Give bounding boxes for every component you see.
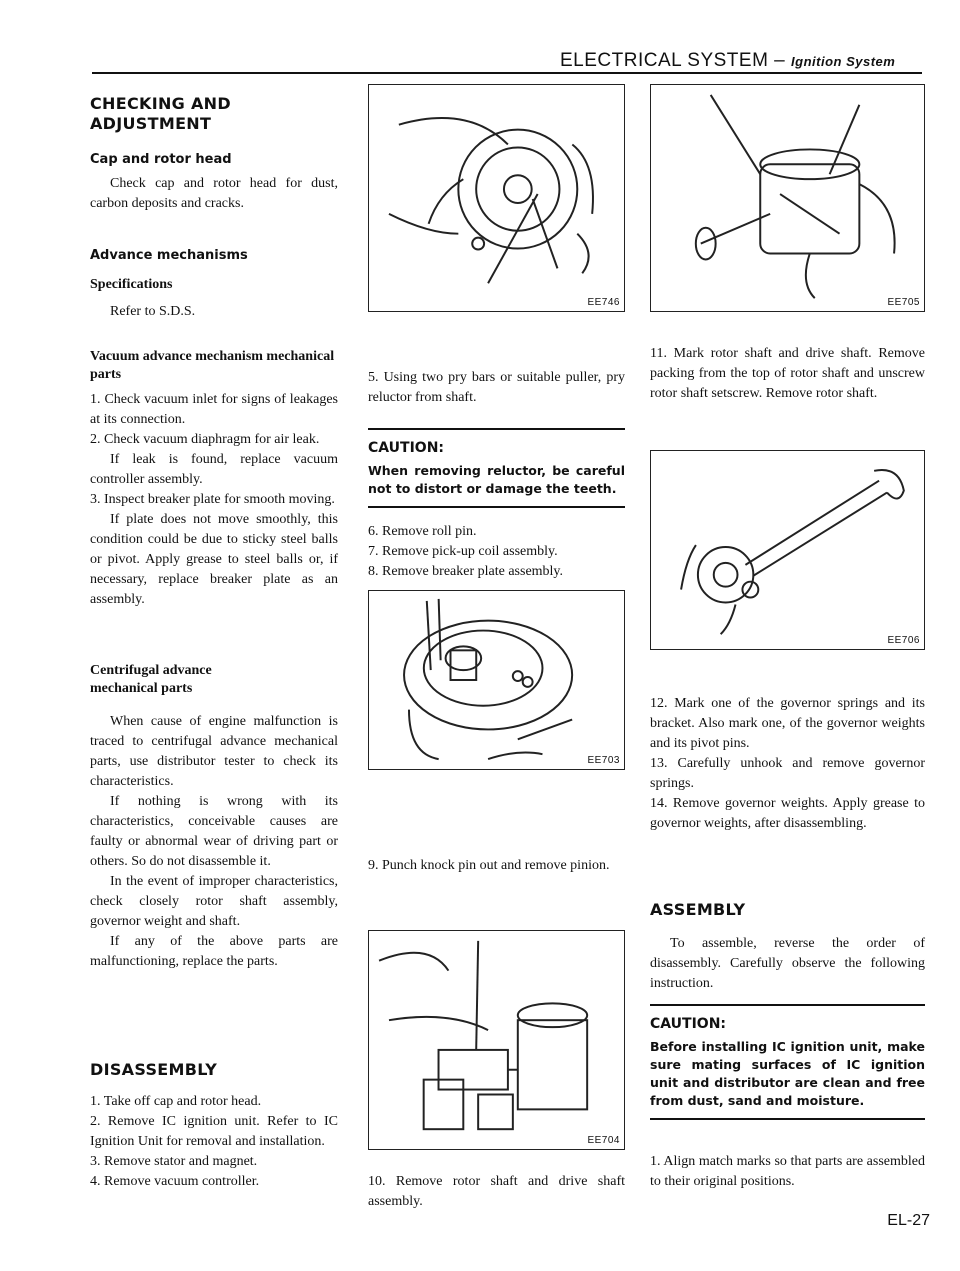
header-subtitle: Ignition System: [791, 54, 896, 69]
centrifugal-paragraphs: [90, 712, 338, 972]
centrifugal-para-4: If any of the above parts are malfunctioning, replace the parts.: [90, 934, 338, 969]
figure-ee705: [650, 84, 925, 312]
centrifugal-advance-heading: Centrifugal advance mechanical parts: [90, 663, 212, 696]
step-14: 14. Remove governor weights. Apply grease to governor weights, after disassembling.: [650, 796, 925, 831]
caution-box-reluctor: [368, 428, 625, 508]
governor-spring-illustration: [651, 451, 924, 649]
page-number: EL-27: [887, 1212, 930, 1229]
step-7: 7. Remove pick-up coil assembly.: [368, 544, 558, 559]
vacuum-item-3: 3. Inspect breaker plate for smooth moving.: [90, 492, 335, 507]
cap-rotor-heading: Cap and rotor head: [90, 152, 232, 167]
specifications-text: Refer to S.D.S.: [110, 304, 196, 319]
step-10: 10. Remove rotor shaft and drive shaft assembly.: [368, 1174, 625, 1209]
caution-title-ic-unit: CAUTION:: [650, 1016, 727, 1032]
header-dash: –: [768, 50, 792, 71]
step-8: 8. Remove breaker plate assembly.: [368, 564, 564, 579]
header-rule: [92, 72, 922, 74]
figure-label-ee704: EE704: [587, 1135, 620, 1146]
specifications-heading: Specifications: [90, 277, 173, 292]
knock-pin-illustration: [369, 931, 624, 1149]
rotor-shaft-illustration: [651, 85, 924, 311]
figure-label-ee705: EE705: [887, 297, 920, 308]
disassembly-item-3: 3. Remove stator and magnet.: [90, 1154, 258, 1169]
figure-ee706: [650, 450, 925, 650]
caution-text-reluctor: When removing reluctor, be careful not to distort or damage the teeth.: [368, 463, 625, 496]
header-title: ELECTRICAL SYSTEM: [560, 50, 769, 71]
cap-rotor-text: Check cap and rotor head for dust, carbon deposits and cracks.: [90, 176, 338, 211]
vacuum-item-3-note: If plate does not move smoothly, this condition could be due to sticky steel balls or pivot. Apply grease to steel balls or, if necessary, replace breaker plate as an assembly.: [90, 512, 338, 607]
figure-ee703: [368, 590, 625, 770]
breaker-plate-illustration: [369, 591, 624, 769]
figure-label-ee703: EE703: [587, 755, 620, 766]
centrifugal-para-3: In the event of improper characteristics, check closely rotor shaft assembly, governor weight and shaft.: [90, 874, 338, 929]
figure-label-ee706: EE706: [887, 635, 920, 646]
assembly-text: To assemble, reverse the order of disassembly. Carefully observe the following instruction.: [650, 936, 925, 991]
disassembly-list: [90, 1092, 338, 1192]
advance-mechanisms-heading: Advance mechanisms: [90, 248, 248, 263]
step-13: 13. Carefully unhook and remove governor springs.: [650, 756, 925, 791]
disassembly-item-2: 2. Remove IC ignition unit. Refer to IC Ignition Unit for removal and installation.: [90, 1114, 338, 1149]
vacuum-item-2: 2. Check vacuum diaphragm for air leak.: [90, 432, 320, 447]
caution-title-reluctor: CAUTION:: [368, 440, 445, 456]
step-12: 12. Mark one of the governor springs and its bracket. Also mark one, of the governor weights and its pivot pins.: [650, 696, 925, 751]
distributor-pry-bar-illustration: [369, 85, 624, 311]
step-6: 6. Remove roll pin.: [368, 524, 477, 539]
page-header: [560, 50, 895, 72]
step-9: 9. Punch knock pin out and remove pinion.: [368, 858, 610, 873]
checking-adjustment-heading: CHECKING AND ADJUSTMENT: [90, 94, 231, 133]
vacuum-advance-heading: Vacuum advance mechanism mechanical parts: [90, 349, 335, 382]
vacuum-item-1: 1. Check vacuum inlet for signs of leakages at its connection.: [90, 392, 338, 427]
figure-ee704: [368, 930, 625, 1150]
caution-text-ic-unit: Before installing IC ignition unit, make sure mating surfaces of IC ignition unit and distributor are clean and free from dust, sand and moisture.: [650, 1039, 925, 1108]
disassembly-heading: DISASSEMBLY: [90, 1060, 218, 1079]
step-11: 11. Mark rotor shaft and drive shaft. Remove packing from the top of rotor shaft and unscrew rotor shaft setscrew. Remove rotor shaft.: [650, 346, 925, 401]
centrifugal-para-2: If nothing is wrong with its characteristics, conceivable causes are faulty or abnormal wear of driving part or others. So do not disassemble it.: [90, 794, 338, 869]
disassembly-item-1: 1. Take off cap and rotor head.: [90, 1094, 262, 1109]
figure-ee746: [368, 84, 625, 312]
step-5: 5. Using two pry bars or suitable puller, pry reluctor from shaft.: [368, 370, 625, 405]
vacuum-item-2-note: If leak is found, replace vacuum controller assembly.: [90, 452, 338, 487]
steps-6-8: [368, 522, 625, 582]
steps-12-14: [650, 694, 925, 834]
assembly-heading: ASSEMBLY: [650, 900, 746, 919]
assembly-step-1: 1. Align match marks so that parts are assembled to their original positions.: [650, 1154, 925, 1189]
caution-box-ic-unit: [650, 1004, 925, 1120]
disassembly-item-4: 4. Remove vacuum controller.: [90, 1174, 260, 1189]
figure-label-ee746: EE746: [587, 297, 620, 308]
vacuum-advance-list: [90, 390, 338, 610]
centrifugal-para-1: When cause of engine malfunction is traced to centrifugal advance mechanical parts, use distributor tester to check its characteristics.: [90, 714, 338, 789]
